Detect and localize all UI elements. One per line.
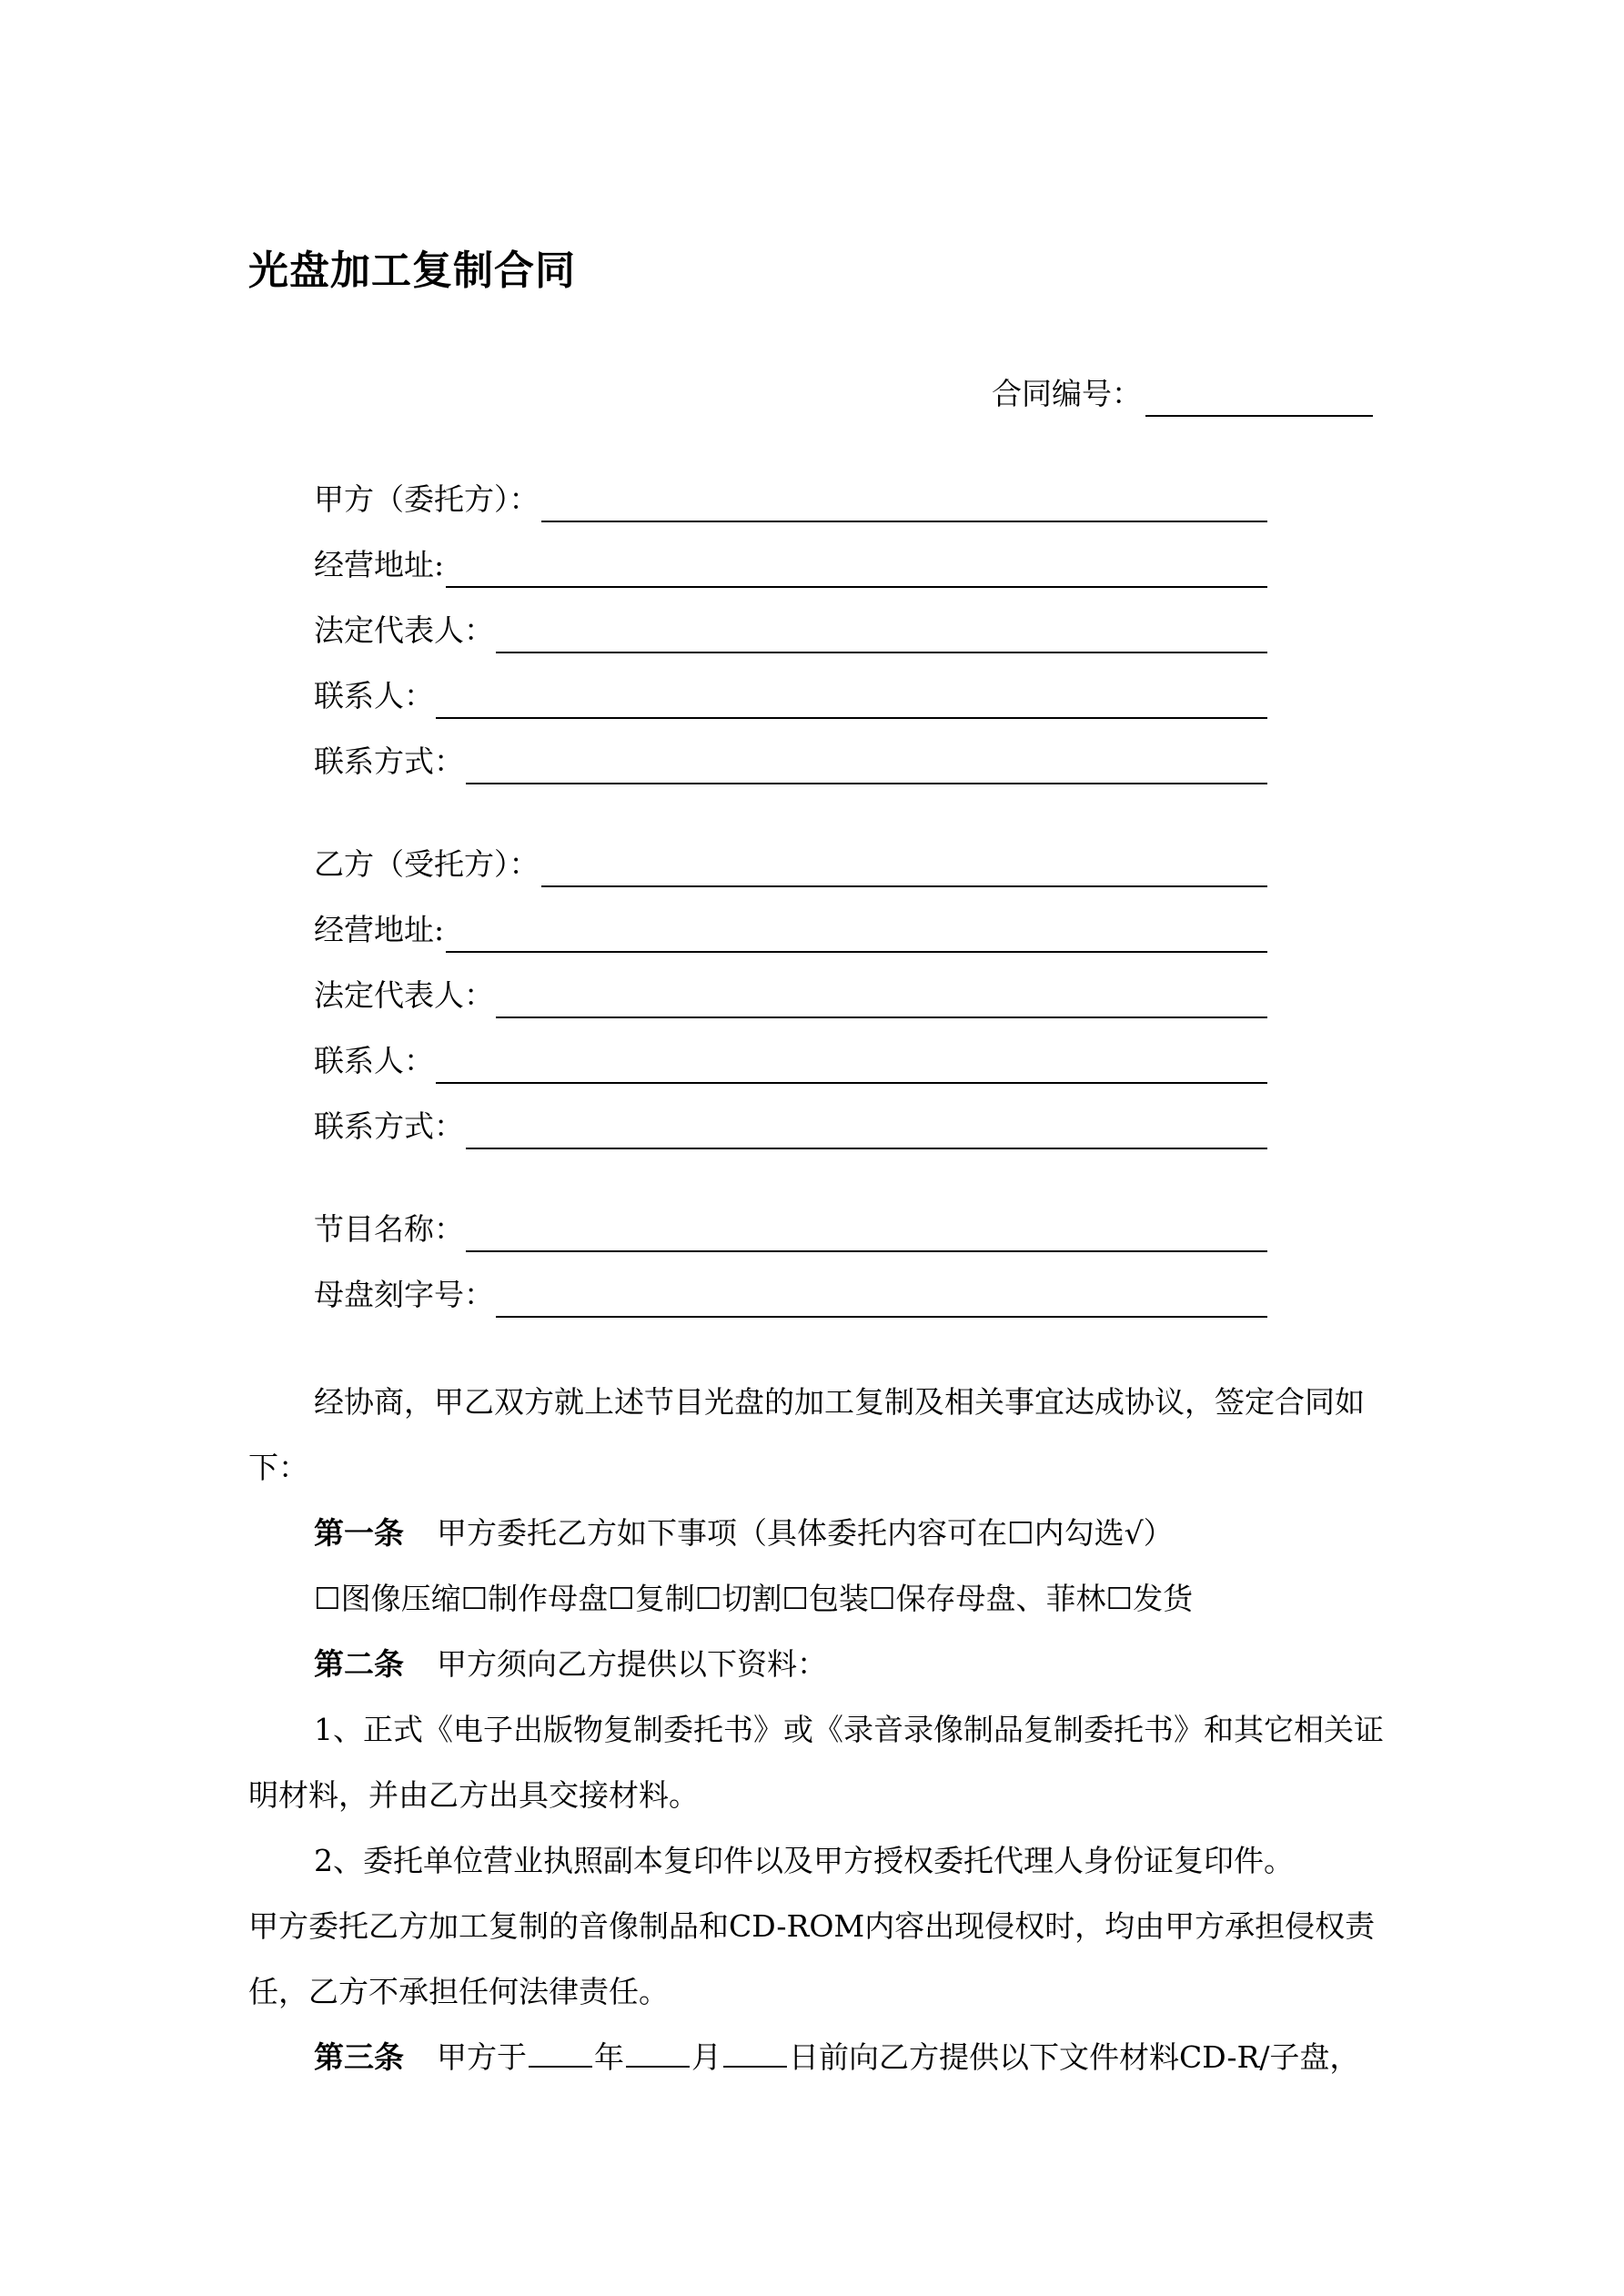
party-a-address-label: 经营地址: [314, 547, 445, 582]
article-1-options: ☐图像压缩☐制作母盘☐复制☐切割☐包装☐保存母盘、菲林☐发货 [314, 1581, 1194, 1616]
article-3-suffix: 日前向乙方提供以下文件材料CD-R/子盘， [789, 2039, 1360, 2075]
party-a-contact-blank[interactable] [436, 681, 1267, 719]
party-b-legal-rep-label: 法定代表人： [314, 977, 494, 1013]
party-b-address-blank[interactable] [446, 915, 1267, 953]
party-a-legal-rep-field [314, 608, 1267, 653]
article-3-prefix: 甲方于 [437, 2039, 527, 2075]
party-b-contact-blank[interactable] [436, 1046, 1267, 1084]
party-a-address-field [314, 542, 1267, 588]
party-a-name-field [314, 477, 1267, 522]
party-b-contact-label: 联系人： [314, 1043, 434, 1078]
article-1-text: 甲方委托乙方如下事项（具体委托内容可在☐内勾选√） [437, 1515, 1174, 1551]
party-a-name-blank[interactable] [541, 484, 1268, 522]
party-a-contact-field [314, 673, 1267, 719]
month-blank[interactable] [626, 2033, 690, 2068]
party-b-address-label: 经营地址: [314, 912, 445, 947]
party-b-contact-method-blank[interactable] [466, 1111, 1267, 1149]
article-2 [248, 1632, 1386, 1697]
party-a-address-blank[interactable] [446, 550, 1267, 588]
program-name-blank[interactable] [466, 1214, 1267, 1252]
article-2-text: 甲方须向乙方提供以下资料： [437, 1646, 827, 1682]
article-3-year: 年 [594, 2039, 624, 2075]
article-2-item-1: 1、正式《电子出版物复制委托书》或《录音录像制品复制委托书》和其它相关证明材料，并由乙方出具交接材料。 [248, 1712, 1384, 1813]
program-name-label: 节目名称： [314, 1211, 464, 1247]
contract-number-label: 合同编号： [992, 376, 1142, 411]
day-blank[interactable] [723, 2033, 787, 2068]
party-a-contact-method-blank[interactable] [466, 746, 1267, 784]
article-2-item-2: 2、委托单位营业执照副本复印件以及甲方授权委托代理人身份证复印件。 [314, 1843, 1294, 1878]
article-1-label: 第一条 [314, 1515, 404, 1551]
contract-number-blank[interactable] [1145, 379, 1373, 417]
master-disc-number-field [314, 1272, 1267, 1318]
party-b-contact-method-field [314, 1104, 1267, 1149]
master-disc-number-label: 母盘刻字号： [314, 1277, 494, 1312]
program-name-field [314, 1207, 1267, 1252]
article-3 [248, 2025, 1386, 2090]
article-2-note: 甲方委托乙方加工复制的音像制品和CD-ROM内容出现侵权时，均由甲方承担侵权责任，乙方不承担任何法律责任。 [248, 1908, 1376, 2009]
year-blank[interactable] [529, 2033, 592, 2068]
party-b-legal-rep-field [314, 973, 1267, 1018]
party-a-contact-label: 联系人： [314, 678, 434, 713]
article-3-month: 月 [691, 2039, 721, 2075]
party-a-contact-method-label: 联系方式： [314, 743, 464, 779]
contract-number-field [992, 371, 1373, 417]
party-b-name-field [314, 842, 1267, 887]
party-b-name-blank[interactable] [541, 849, 1268, 887]
party-a-legal-rep-blank[interactable] [496, 615, 1267, 653]
party-b-name-label: 乙方（受托方）： [314, 846, 540, 882]
party-b-legal-rep-blank[interactable] [496, 980, 1267, 1018]
intro-paragraph: 经协商，甲乙双方就上述节目光盘的加工复制及相关事宜达成协议，签定合同如下： [248, 1384, 1365, 1485]
party-b-address-field [314, 907, 1267, 953]
master-disc-number-blank[interactable] [496, 1279, 1267, 1318]
article-2-label: 第二条 [314, 1646, 404, 1682]
article-1 [248, 1501, 1386, 1566]
party-a-contact-method-field [314, 739, 1267, 784]
article-3-label: 第三条 [314, 2039, 404, 2075]
party-b-contact-field [314, 1038, 1267, 1084]
document-title: 光盘加工复制合同 [248, 248, 576, 294]
party-b-contact-method-label: 联系方式： [314, 1108, 464, 1144]
party-a-name-label: 甲方（委托方）： [314, 481, 540, 517]
party-a-legal-rep-label: 法定代表人： [314, 612, 494, 648]
